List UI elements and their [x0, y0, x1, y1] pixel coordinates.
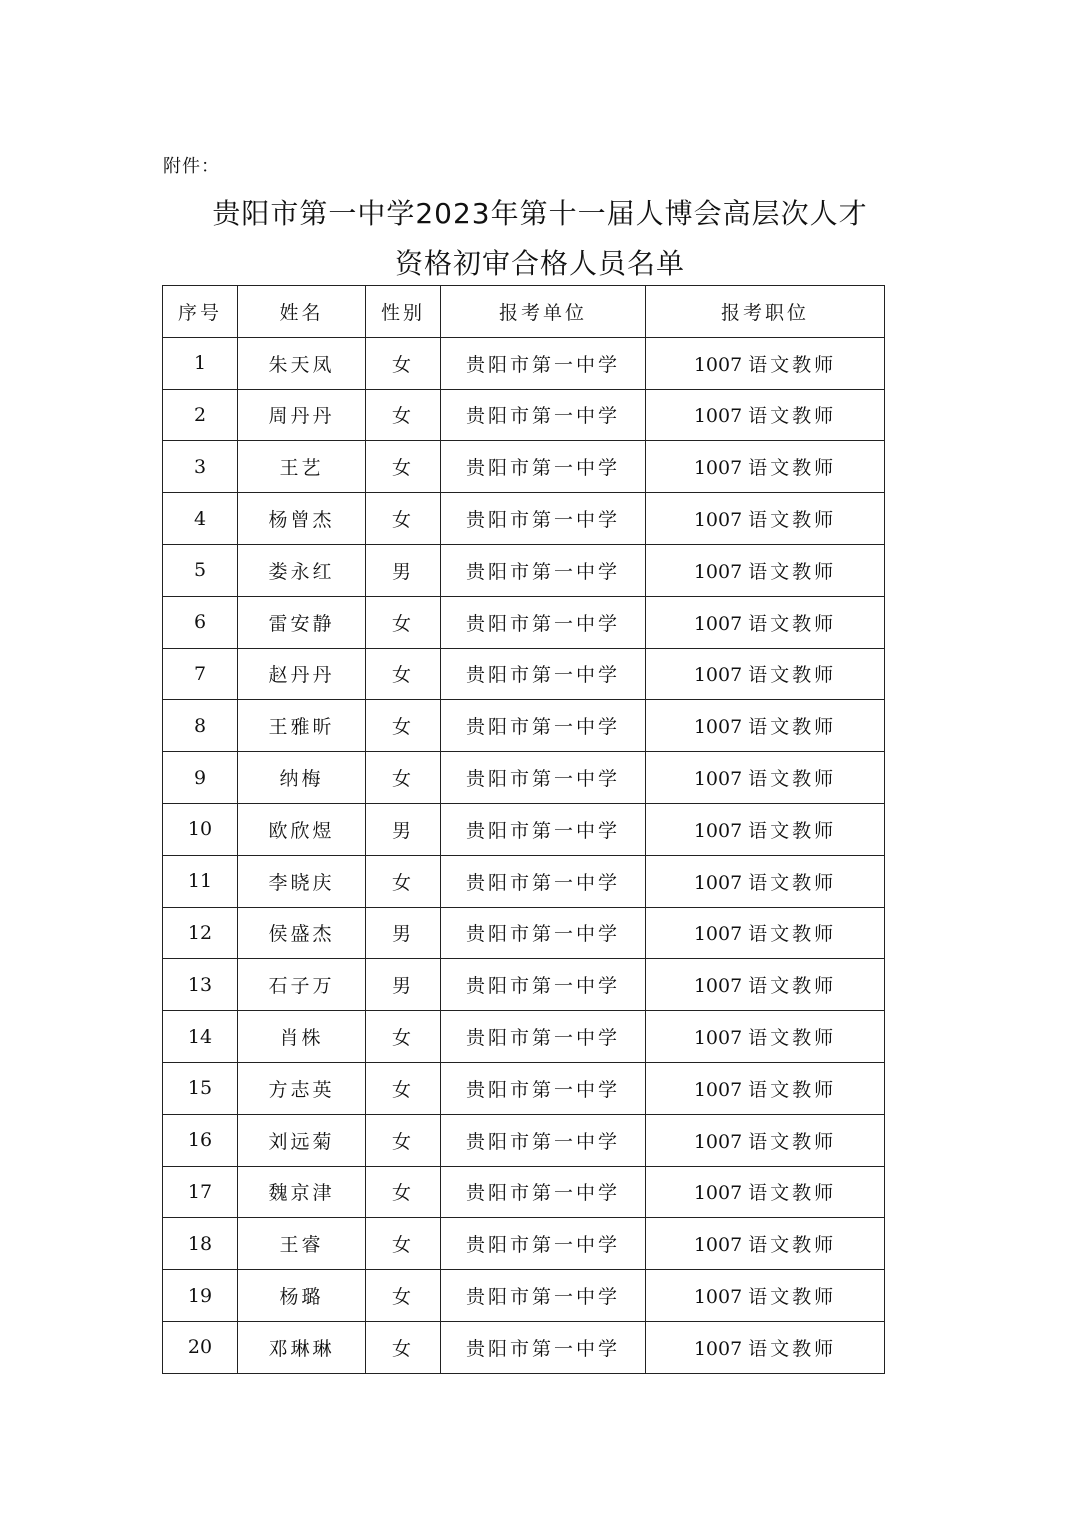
cell-position — [646, 389, 885, 441]
cell-name: 赵丹丹 — [238, 648, 366, 700]
cell-position — [646, 855, 885, 907]
cell-name: 朱天凤 — [238, 337, 366, 389]
header-number: 序号 — [163, 286, 238, 338]
position-title: 语文教师 — [748, 509, 837, 532]
candidate-table — [162, 285, 885, 1374]
cell-name: 娄永红 — [238, 544, 366, 596]
position-title: 语文教师 — [748, 923, 837, 946]
position-code: 1007 — [693, 1337, 743, 1360]
cell-number: 10 — [163, 803, 238, 855]
cell-number: 18 — [163, 1218, 238, 1270]
position-title: 语文教师 — [748, 560, 837, 583]
cell-position — [646, 907, 885, 959]
position-title: 语文教师 — [748, 819, 837, 842]
cell-number: 11 — [163, 855, 238, 907]
table-row — [163, 493, 885, 545]
position-title: 语文教师 — [748, 664, 837, 687]
table-row — [163, 441, 885, 493]
cell-unit: 贵阳市第一中学 — [441, 959, 646, 1011]
cell-gender: 女 — [366, 389, 441, 441]
cell-gender: 女 — [366, 441, 441, 493]
position-code: 1007 — [693, 612, 743, 635]
position-code: 1007 — [693, 664, 743, 687]
cell-unit: 贵阳市第一中学 — [441, 752, 646, 804]
cell-number: 13 — [163, 959, 238, 1011]
cell-number: 19 — [163, 1270, 238, 1322]
table-row — [163, 1218, 885, 1270]
cell-number: 14 — [163, 1011, 238, 1063]
position-code: 1007 — [693, 1182, 743, 1205]
position-title: 语文教师 — [748, 353, 837, 376]
cell-position — [646, 1218, 885, 1270]
table-row — [163, 1270, 885, 1322]
cell-position — [646, 493, 885, 545]
cell-gender: 女 — [366, 1114, 441, 1166]
header-position: 报考职位 — [646, 286, 885, 338]
table-row — [163, 648, 885, 700]
position-code: 1007 — [693, 405, 743, 428]
table-row — [163, 1321, 885, 1373]
cell-position — [646, 700, 885, 752]
cell-unit: 贵阳市第一中学 — [441, 1218, 646, 1270]
position-code: 1007 — [693, 923, 743, 946]
cell-name: 刘远菊 — [238, 1114, 366, 1166]
cell-unit: 贵阳市第一中学 — [441, 389, 646, 441]
cell-position — [646, 648, 885, 700]
header-gender: 性别 — [366, 286, 441, 338]
cell-position — [646, 1166, 885, 1218]
cell-gender: 女 — [366, 1062, 441, 1114]
position-code: 1007 — [693, 1078, 743, 1101]
cell-position — [646, 959, 885, 1011]
table-row — [163, 959, 885, 1011]
position-code: 1007 — [693, 457, 743, 480]
cell-number: 5 — [163, 544, 238, 596]
cell-name: 周丹丹 — [238, 389, 366, 441]
position-code: 1007 — [693, 1130, 743, 1153]
position-code: 1007 — [693, 768, 743, 791]
cell-number: 6 — [163, 596, 238, 648]
cell-unit: 贵阳市第一中学 — [441, 1270, 646, 1322]
table-row — [163, 1062, 885, 1114]
position-title: 语文教师 — [748, 1234, 837, 1257]
position-code: 1007 — [693, 509, 743, 532]
position-title: 语文教师 — [748, 612, 837, 635]
cell-number: 4 — [163, 493, 238, 545]
header-name: 姓名 — [238, 286, 366, 338]
table-row — [163, 389, 885, 441]
cell-name: 魏京津 — [238, 1166, 366, 1218]
cell-gender: 女 — [366, 1166, 441, 1218]
position-title: 语文教师 — [748, 1130, 837, 1153]
cell-number: 16 — [163, 1114, 238, 1166]
cell-unit: 贵阳市第一中学 — [441, 1011, 646, 1063]
cell-name: 肖株 — [238, 1011, 366, 1063]
cell-name: 方志英 — [238, 1062, 366, 1114]
cell-name: 雷安静 — [238, 596, 366, 648]
document-title-line-1: 贵阳市第一中学2023年第十一届人博会高层次人才 — [212, 197, 868, 230]
cell-gender: 女 — [366, 752, 441, 804]
cell-position — [646, 1011, 885, 1063]
cell-gender: 女 — [366, 1270, 441, 1322]
cell-unit: 贵阳市第一中学 — [441, 337, 646, 389]
cell-unit: 贵阳市第一中学 — [441, 1114, 646, 1166]
cell-name: 李晓庆 — [238, 855, 366, 907]
cell-gender: 女 — [366, 337, 441, 389]
position-title: 语文教师 — [748, 457, 837, 480]
position-code: 1007 — [693, 560, 743, 583]
position-title: 语文教师 — [748, 768, 837, 791]
cell-gender: 女 — [366, 855, 441, 907]
cell-number: 12 — [163, 907, 238, 959]
position-code: 1007 — [693, 1027, 743, 1050]
cell-name: 杨曾杰 — [238, 493, 366, 545]
position-title: 语文教师 — [748, 1078, 837, 1101]
cell-number: 17 — [163, 1166, 238, 1218]
cell-unit: 贵阳市第一中学 — [441, 648, 646, 700]
attachment-label: 附件： — [163, 156, 220, 177]
cell-name: 欧欣煜 — [238, 803, 366, 855]
cell-name: 石子万 — [238, 959, 366, 1011]
cell-name: 王雅昕 — [238, 700, 366, 752]
cell-unit: 贵阳市第一中学 — [441, 1062, 646, 1114]
cell-position — [646, 337, 885, 389]
cell-number: 9 — [163, 752, 238, 804]
cell-unit: 贵阳市第一中学 — [441, 544, 646, 596]
cell-name: 纳梅 — [238, 752, 366, 804]
position-title: 语文教师 — [748, 716, 837, 739]
cell-unit: 贵阳市第一中学 — [441, 493, 646, 545]
cell-unit: 贵阳市第一中学 — [441, 855, 646, 907]
cell-gender: 男 — [366, 959, 441, 1011]
cell-position — [646, 1321, 885, 1373]
table-row — [163, 803, 885, 855]
position-title: 语文教师 — [748, 405, 837, 428]
table-row — [163, 700, 885, 752]
cell-gender: 女 — [366, 1011, 441, 1063]
document-title-line-2: 资格初审合格人员名单 — [394, 247, 685, 280]
header-unit: 报考单位 — [441, 286, 646, 338]
position-title: 语文教师 — [748, 1182, 837, 1205]
cell-name: 王睿 — [238, 1218, 366, 1270]
cell-unit: 贵阳市第一中学 — [441, 907, 646, 959]
cell-unit: 贵阳市第一中学 — [441, 1166, 646, 1218]
position-code: 1007 — [693, 1286, 743, 1309]
cell-name: 侯盛杰 — [238, 907, 366, 959]
cell-position — [646, 1270, 885, 1322]
cell-name: 王艺 — [238, 441, 366, 493]
position-title: 语文教师 — [748, 871, 837, 894]
cell-unit: 贵阳市第一中学 — [441, 1321, 646, 1373]
cell-name: 杨璐 — [238, 1270, 366, 1322]
cell-position — [646, 803, 885, 855]
position-title: 语文教师 — [748, 1286, 837, 1309]
cell-position — [646, 544, 885, 596]
position-title: 语文教师 — [748, 1027, 837, 1050]
position-code: 1007 — [693, 975, 743, 998]
cell-number: 15 — [163, 1062, 238, 1114]
table-row — [163, 855, 885, 907]
cell-number: 20 — [163, 1321, 238, 1373]
cell-position — [646, 1062, 885, 1114]
cell-position — [646, 441, 885, 493]
table-header-row — [163, 286, 885, 338]
cell-position — [646, 596, 885, 648]
cell-number: 2 — [163, 389, 238, 441]
table-body — [163, 337, 885, 1373]
table-row — [163, 1114, 885, 1166]
cell-unit: 贵阳市第一中学 — [441, 803, 646, 855]
cell-number: 1 — [163, 337, 238, 389]
position-code: 1007 — [693, 1234, 743, 1257]
table-row — [163, 1011, 885, 1063]
table-row — [163, 752, 885, 804]
cell-unit: 贵阳市第一中学 — [441, 700, 646, 752]
position-code: 1007 — [693, 716, 743, 739]
position-code: 1007 — [693, 819, 743, 842]
cell-position — [646, 752, 885, 804]
cell-gender: 女 — [366, 1218, 441, 1270]
cell-gender: 男 — [366, 907, 441, 959]
cell-unit: 贵阳市第一中学 — [441, 441, 646, 493]
cell-gender: 男 — [366, 803, 441, 855]
position-title: 语文教师 — [748, 975, 837, 998]
cell-gender: 男 — [366, 544, 441, 596]
cell-gender: 女 — [366, 493, 441, 545]
cell-gender: 女 — [366, 700, 441, 752]
table-row — [163, 544, 885, 596]
cell-gender: 女 — [366, 596, 441, 648]
cell-position — [646, 1114, 885, 1166]
cell-number: 7 — [163, 648, 238, 700]
cell-gender: 女 — [366, 648, 441, 700]
cell-number: 3 — [163, 441, 238, 493]
cell-unit: 贵阳市第一中学 — [441, 596, 646, 648]
position-code: 1007 — [693, 871, 743, 894]
table-row — [163, 907, 885, 959]
table-row — [163, 1166, 885, 1218]
cell-number: 8 — [163, 700, 238, 752]
position-code: 1007 — [693, 353, 743, 376]
cell-gender: 女 — [366, 1321, 441, 1373]
table-row — [163, 596, 885, 648]
cell-name: 邓琳琳 — [238, 1321, 366, 1373]
position-title: 语文教师 — [748, 1337, 837, 1360]
table-row — [163, 337, 885, 389]
